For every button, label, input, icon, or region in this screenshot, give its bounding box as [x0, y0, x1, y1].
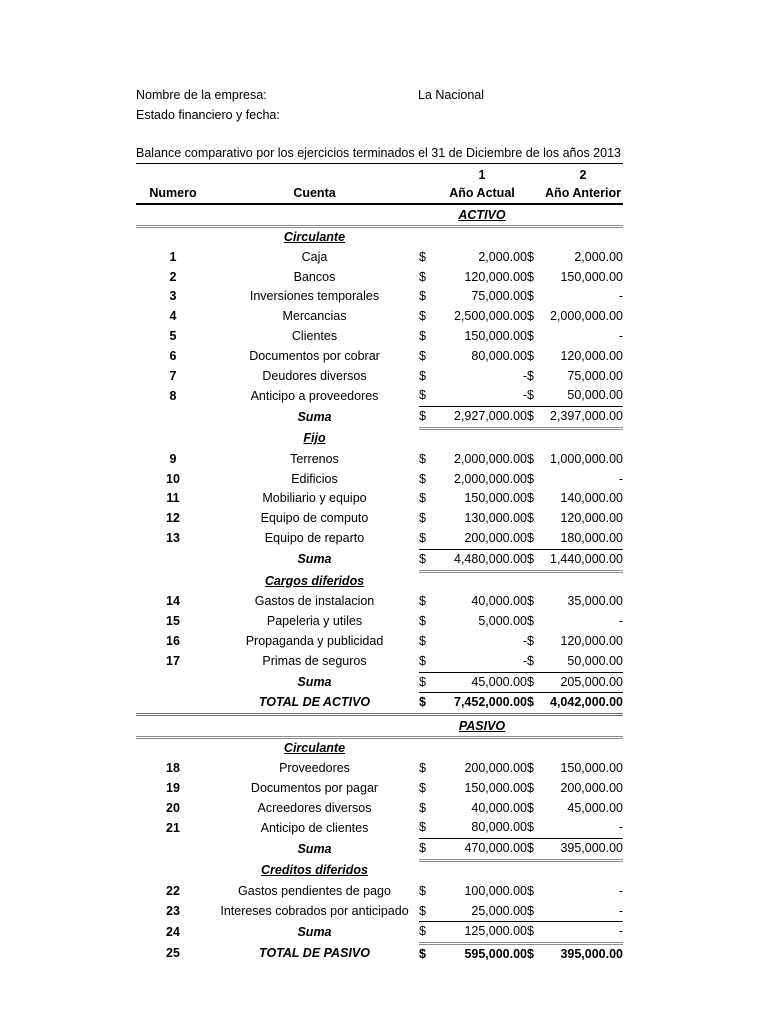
suma-row-activo-fijo — [136, 549, 623, 571]
table-row — [136, 612, 623, 632]
row-cuenta: Papeleria y utiles — [266, 614, 363, 629]
section-circ-pasivo-num — [136, 738, 210, 759]
row-currency-anterior: $ — [527, 309, 534, 324]
row-currency-anterior: $ — [527, 348, 534, 363]
banner-pasivo-label: PASIVO — [437, 715, 527, 738]
row-currency-actual: $ — [419, 511, 426, 526]
row-currency-actual: $ — [419, 368, 426, 383]
row-currency-actual: $ — [419, 451, 426, 466]
row-num: 18 — [166, 760, 180, 775]
suma-actual: 4,480,000.00 — [437, 549, 527, 571]
section-circ-pasivo-pad-3 — [527, 738, 543, 759]
row-actual: 150,000.00 — [464, 491, 527, 506]
table-row — [136, 799, 623, 819]
row-actual: - — [522, 653, 527, 668]
report-title: Balance comparativo por los ejercicios terminados el 31 de Diciembre de los años 2013 — [136, 146, 623, 164]
row-anterior: 120,000.00 — [560, 511, 623, 526]
row-anterior: - — [618, 903, 623, 918]
row-currency-actual: $ — [419, 633, 426, 648]
row-cuenta: Clientes — [291, 328, 338, 343]
suma-num — [136, 672, 210, 693]
row-num: 7 — [169, 368, 177, 383]
suma-row-cargos-diferidos — [136, 672, 623, 693]
section-fijo-label: Fijo — [303, 431, 326, 446]
row-num: 14 — [166, 594, 180, 609]
column-header-anio-anterior: Año Anterior — [543, 184, 623, 204]
section-circulante-pad-2 — [437, 227, 527, 248]
row-cuenta: Deudores diversos — [262, 368, 367, 383]
section-cargos-num — [136, 571, 210, 592]
row-actual: 25,000.00 — [471, 903, 527, 918]
section-circ-pasivo-pad-4 — [543, 738, 623, 759]
row-num: 4 — [169, 309, 177, 324]
statement-date-row — [136, 108, 636, 128]
total-activo-actual: 7,452,000.00 — [437, 693, 527, 715]
table-row — [136, 818, 623, 838]
column-header-spacer-2 — [527, 184, 543, 204]
row-anterior: 1,000,000.00 — [550, 451, 623, 466]
row-actual: 2,500,000.00 — [454, 309, 527, 324]
section-cargos-pad-2 — [437, 571, 527, 592]
section-cargos-label: Cargos diferidos — [264, 573, 365, 588]
section-circulante-pad-1 — [419, 227, 437, 248]
suma-currency-actual: $ — [419, 922, 437, 944]
row-num: 12 — [166, 511, 180, 526]
banner-activo-pad-3 — [543, 204, 623, 227]
company-name-label: Nombre de la empresa: — [136, 88, 267, 102]
section-fijo-pad-3 — [527, 428, 543, 449]
row-anterior: 35,000.00 — [567, 594, 623, 609]
table-row — [136, 367, 623, 387]
suma-num — [136, 839, 210, 861]
banner-activo-spacer — [210, 204, 419, 227]
suma-currency-anterior: $ — [527, 407, 543, 429]
suma-anterior: - — [543, 922, 623, 944]
table-row — [136, 652, 623, 672]
row-actual: - — [522, 368, 527, 383]
row-currency-anterior: $ — [527, 328, 534, 343]
table-row — [136, 347, 623, 367]
row-currency-anterior: $ — [527, 653, 534, 668]
total-pasivo-num: 25 — [166, 946, 180, 961]
statement-date-label: Estado financiero y fecha: — [136, 108, 280, 122]
column-index-numero — [136, 167, 210, 184]
row-num: 8 — [169, 388, 177, 403]
row-anterior: - — [618, 820, 623, 835]
row-anterior: - — [618, 614, 623, 629]
section-fijo — [136, 428, 623, 449]
row-anterior: 2,000,000.00 — [550, 309, 623, 324]
total-activo-row — [136, 693, 623, 715]
section-circ-pasivo-label: Circulante — [283, 741, 346, 756]
column-header-row — [136, 184, 623, 204]
section-circulante-activo — [136, 227, 623, 248]
section-fijo-pad-4 — [543, 428, 623, 449]
banner-activo-row — [136, 204, 623, 227]
row-currency-actual: $ — [419, 530, 426, 545]
row-anterior: 150,000.00 — [560, 269, 623, 284]
total-activo-currency-actual: $ — [419, 693, 437, 715]
section-circulante-label: Circulante — [283, 230, 346, 244]
row-num: 16 — [166, 633, 180, 648]
row-currency-actual: $ — [419, 269, 426, 284]
suma-anterior: 1,440,000.00 — [543, 549, 623, 571]
row-currency-actual: $ — [419, 309, 426, 324]
suma-anterior: 395,000.00 — [543, 839, 623, 861]
row-currency-anterior: $ — [527, 820, 534, 835]
row-cuenta: Inversiones temporales — [249, 289, 380, 304]
row-cuenta: Edificios — [291, 471, 338, 486]
section-cargos-pad-1 — [419, 571, 437, 592]
row-anterior: 50,000.00 — [567, 653, 623, 668]
suma-label: Suma — [297, 674, 332, 689]
row-anterior: 180,000.00 — [560, 530, 623, 545]
row-actual: 150,000.00 — [464, 328, 527, 343]
row-anterior: 150,000.00 — [560, 760, 623, 775]
row-anterior: - — [618, 289, 623, 304]
row-actual: 120,000.00 — [464, 269, 527, 284]
row-cuenta: Documentos por pagar — [250, 780, 379, 795]
total-activo-anterior: 4,042,000.00 — [543, 693, 623, 715]
row-cuenta: Terrenos — [290, 451, 339, 466]
row-anterior: - — [618, 471, 623, 486]
suma-label: Suma — [297, 924, 332, 939]
suma-label: Suma — [297, 841, 332, 856]
row-currency-actual: $ — [419, 388, 426, 403]
row-currency-anterior: $ — [527, 594, 534, 609]
row-actual: - — [522, 633, 527, 648]
row-num: 13 — [166, 531, 180, 546]
table-row — [136, 509, 623, 529]
row-anterior: 75,000.00 — [567, 368, 623, 383]
section-circ-pasivo-pad-1 — [419, 738, 437, 759]
suma-currency-anterior: $ — [527, 549, 543, 571]
suma-currency-anterior: $ — [527, 839, 543, 861]
column-index-cuenta — [210, 167, 419, 184]
suma-anterior: 205,000.00 — [543, 672, 623, 693]
row-currency-anterior: $ — [527, 388, 534, 403]
row-cuenta: Primas de seguros — [262, 653, 367, 668]
row-actual: 75,000.00 — [471, 289, 527, 304]
row-actual: 40,000.00 — [471, 800, 527, 815]
section-cargos-pad-3 — [527, 571, 543, 592]
row-currency-actual: $ — [419, 614, 426, 629]
row-currency-anterior: $ — [527, 780, 534, 795]
section-circulante-pad-4 — [543, 227, 623, 248]
column-index-row — [136, 167, 623, 184]
suma-row-activo-circulante — [136, 407, 623, 429]
row-currency-actual: $ — [419, 800, 426, 815]
suma-currency-actual: $ — [419, 549, 437, 571]
section-fijo-num — [136, 428, 210, 449]
table-row — [136, 307, 623, 327]
row-actual: 2,000.00 — [478, 249, 527, 264]
section-circulante-pad-3 — [527, 227, 543, 248]
row-currency-anterior: $ — [527, 633, 534, 648]
row-num: 3 — [169, 289, 177, 304]
row-num: 21 — [166, 820, 180, 835]
row-currency-actual: $ — [419, 249, 426, 264]
column-index-spacer-2 — [527, 167, 543, 184]
row-anterior: 2,000.00 — [574, 249, 623, 264]
section-creditos-pad-2 — [437, 860, 527, 881]
suma-label: Suma — [297, 552, 332, 567]
total-activo-num — [136, 693, 210, 715]
row-cuenta: Bancos — [293, 269, 336, 284]
column-header-spacer-1 — [419, 184, 437, 204]
row-anterior: - — [618, 883, 623, 898]
suma-actual: 45,000.00 — [437, 672, 527, 693]
row-cuenta: Mobiliario y equipo — [262, 491, 367, 506]
row-cuenta: Acreedores diversos — [257, 800, 372, 815]
suma-row-creditos-diferidos — [136, 922, 623, 944]
row-actual: 130,000.00 — [464, 511, 527, 526]
section-creditos-label: Creditos diferidos — [261, 863, 368, 878]
row-num: 23 — [166, 903, 180, 918]
section-cargos-diferidos — [136, 571, 623, 592]
row-num: 22 — [166, 883, 180, 898]
section-creditos-pad-1 — [419, 860, 437, 881]
row-currency-anterior: $ — [527, 530, 534, 545]
row-actual: 100,000.00 — [464, 883, 527, 898]
company-name-row — [136, 88, 636, 108]
suma-currency-actual: $ — [419, 839, 437, 861]
table-row — [136, 902, 623, 922]
section-fijo-pad-1 — [419, 428, 437, 449]
section-creditos-diferidos — [136, 860, 623, 881]
suma-currency-anterior: $ — [527, 922, 543, 944]
suma-actual: 2,927,000.00 — [437, 407, 527, 429]
row-actual: 80,000.00 — [471, 348, 527, 363]
row-currency-actual: $ — [419, 471, 426, 486]
row-num: 15 — [166, 614, 180, 629]
table-row — [136, 287, 623, 307]
section-cargos-pad-4 — [543, 571, 623, 592]
column-header-cuenta: Cuenta — [210, 184, 419, 204]
row-cuenta: Mercancias — [282, 309, 347, 324]
table-row — [136, 450, 623, 470]
table-row — [136, 268, 623, 288]
banner-pasivo-pad-2 — [527, 715, 543, 738]
row-num: 1 — [169, 249, 177, 264]
table-row — [136, 779, 623, 799]
row-currency-anterior: $ — [527, 451, 534, 466]
row-currency-actual: $ — [419, 491, 426, 506]
banner-pasivo-pad-3 — [543, 715, 623, 738]
suma-row-pasivo-circulante — [136, 839, 623, 861]
row-currency-actual: $ — [419, 594, 426, 609]
section-circulante-pasivo — [136, 738, 623, 759]
balance-sheet-table — [136, 167, 623, 965]
row-actual: 200,000.00 — [464, 530, 527, 545]
row-anterior: - — [618, 328, 623, 343]
row-anterior: 45,000.00 — [567, 800, 623, 815]
row-currency-anterior: $ — [527, 269, 534, 284]
column-header-anio-actual: Año Actual — [437, 184, 527, 204]
table-row — [136, 882, 623, 902]
row-currency-actual: $ — [419, 289, 426, 304]
row-currency-anterior: $ — [527, 491, 534, 506]
banner-pasivo-row — [136, 715, 623, 738]
row-num: 5 — [169, 328, 177, 343]
row-cuenta: Caja — [301, 249, 328, 264]
column-header-numero: Numero — [136, 184, 210, 204]
row-anterior: 200,000.00 — [560, 780, 623, 795]
suma-num — [136, 549, 210, 571]
row-currency-anterior: $ — [527, 883, 534, 898]
row-actual: - — [522, 388, 527, 403]
row-actual: 2,000,000.00 — [454, 451, 527, 466]
banner-activo-pad-2 — [527, 204, 543, 227]
suma-num: 24 — [166, 924, 180, 939]
row-num: 9 — [169, 451, 177, 466]
section-fijo-pad-2 — [437, 428, 527, 449]
row-currency-actual: $ — [419, 780, 426, 795]
row-num: 2 — [169, 269, 177, 284]
row-currency-actual: $ — [419, 348, 426, 363]
table-row — [136, 489, 623, 509]
table-row — [136, 327, 623, 347]
row-currency-actual: $ — [419, 820, 426, 835]
row-num: 10 — [166, 471, 180, 486]
row-cuenta: Equipo de reparto — [264, 531, 365, 546]
row-actual: 80,000.00 — [471, 820, 527, 835]
table-row — [136, 470, 623, 490]
suma-label: Suma — [297, 409, 332, 424]
column-index-1: 1 — [478, 168, 486, 182]
row-currency-actual: $ — [419, 653, 426, 668]
row-cuenta: Documentos por cobrar — [249, 348, 380, 363]
row-cuenta: Propaganda y publicidad — [245, 633, 384, 648]
row-actual: 200,000.00 — [464, 760, 527, 775]
row-actual: 5,000.00 — [478, 614, 527, 629]
banner-activo-label: ACTIVO — [437, 204, 527, 227]
total-activo-currency-anterior: $ — [527, 693, 543, 715]
row-num: 20 — [166, 800, 180, 815]
row-anterior: 50,000.00 — [567, 388, 623, 403]
section-creditos-pad-4 — [543, 860, 623, 881]
row-num: 19 — [166, 780, 180, 795]
row-currency-anterior: $ — [527, 471, 534, 486]
suma-currency-anterior: $ — [527, 672, 543, 693]
section-creditos-pad-3 — [527, 860, 543, 881]
table-row — [136, 529, 623, 549]
total-pasivo-anterior: 395,000.00 — [560, 947, 623, 962]
row-cuenta: Intereses cobrados por anticipado — [220, 903, 409, 918]
row-cuenta: Proveedores — [279, 760, 350, 775]
row-currency-anterior: $ — [527, 511, 534, 526]
table-row — [136, 386, 623, 406]
row-currency-actual: $ — [419, 760, 426, 775]
banner-pasivo-pad-1 — [419, 715, 437, 738]
section-circ-pasivo-pad-2 — [437, 738, 527, 759]
row-currency-anterior: $ — [527, 800, 534, 815]
row-currency-anterior: $ — [527, 760, 534, 775]
total-pasivo-actual: 595,000.00 — [464, 947, 527, 962]
row-cuenta: Equipo de computo — [260, 511, 369, 526]
section-creditos-num — [136, 860, 210, 881]
suma-anterior: 2,397,000.00 — [543, 407, 623, 429]
table-row — [136, 592, 623, 612]
table-row — [136, 632, 623, 652]
column-index-spacer-1 — [419, 167, 437, 184]
row-cuenta: Anticipo de clientes — [260, 820, 369, 835]
total-pasivo-currency-actual: $ — [419, 947, 426, 962]
total-pasivo-row — [136, 944, 623, 965]
suma-num — [136, 407, 210, 429]
table-row — [136, 248, 623, 268]
row-currency-anterior: $ — [527, 614, 534, 629]
row-anterior: 120,000.00 — [560, 348, 623, 363]
banner-activo-pad-1 — [419, 204, 437, 227]
row-currency-actual: $ — [419, 903, 426, 918]
suma-currency-actual: $ — [419, 672, 437, 693]
banner-activo-num — [136, 204, 210, 227]
row-currency-anterior: $ — [527, 289, 534, 304]
total-pasivo-currency-anterior: $ — [527, 947, 534, 962]
table-row — [136, 759, 623, 779]
total-activo-label: TOTAL DE ACTIVO — [210, 693, 419, 715]
banner-pasivo-num — [136, 715, 210, 738]
suma-actual: 125,000.00 — [437, 922, 527, 944]
total-pasivo-label: TOTAL DE PASIVO — [259, 946, 370, 961]
column-index-2: 2 — [579, 168, 587, 182]
row-cuenta: Gastos pendientes de pago — [238, 883, 391, 898]
row-currency-anterior: $ — [527, 249, 534, 264]
suma-currency-actual: $ — [419, 407, 437, 429]
row-currency-anterior: $ — [527, 368, 534, 383]
row-actual: 40,000.00 — [471, 594, 527, 609]
row-actual: 2,000,000.00 — [454, 471, 527, 486]
row-currency-actual: $ — [419, 883, 426, 898]
suma-actual: 470,000.00 — [437, 839, 527, 861]
row-anterior: 120,000.00 — [560, 633, 623, 648]
company-name-value: La Nacional — [418, 88, 485, 102]
row-num: 17 — [166, 653, 180, 668]
banner-pasivo-spacer — [210, 715, 419, 738]
document-header — [136, 88, 636, 128]
row-currency-actual: $ — [419, 328, 426, 343]
row-anterior: 140,000.00 — [560, 491, 623, 506]
row-num: 11 — [166, 491, 180, 506]
section-circulante-num — [136, 227, 210, 248]
row-num: 6 — [169, 348, 177, 363]
row-cuenta: Gastos de instalacion — [254, 594, 375, 609]
row-currency-anterior: $ — [527, 903, 534, 918]
row-cuenta: Anticipo a proveedores — [250, 388, 379, 403]
row-actual: 150,000.00 — [464, 780, 527, 795]
